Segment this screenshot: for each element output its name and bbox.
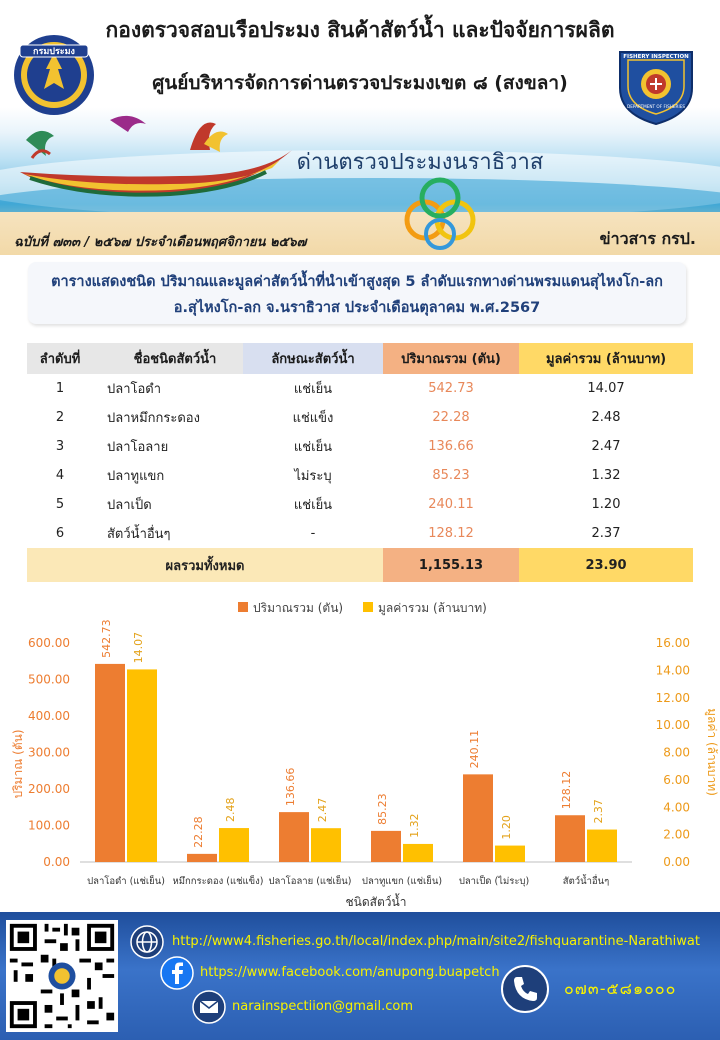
cell-value: 2.37: [591, 526, 621, 541]
cell-quantity: 240.11: [428, 497, 474, 512]
bar-quantity: [463, 774, 493, 862]
data-label-value: 1.32: [408, 813, 421, 838]
header-title-line3: ด่านตรวจประมงนราธิวาส: [296, 150, 544, 175]
y-tick-left: 100.00: [28, 818, 70, 833]
x-axis-label: ชนิดสัตว์น้ำ: [345, 895, 407, 909]
y-tick-right: 10.00: [655, 718, 690, 733]
bar-quantity: [279, 812, 309, 862]
bar-value: [403, 844, 433, 862]
y-tick-right: 14.00: [655, 663, 690, 678]
news-label: ข่าวสาร กรป.: [599, 229, 696, 248]
facebook-link[interactable]: https://www.facebook.com/anupong.buapetch: [200, 965, 500, 980]
cell-value: 1.20: [591, 497, 621, 512]
cell-value: 14.07: [587, 381, 625, 396]
legend-label-quantity: ปริมาณรวม (ตัน): [253, 601, 344, 615]
y-axis-right-label: มูลค่า (ล้านบาท): [705, 708, 719, 796]
y-tick-right: 16.00: [655, 636, 690, 650]
header-condition: ลักษณะสัตว์น้ำ: [243, 343, 383, 374]
table-title-box: [28, 262, 686, 324]
x-tick-label: สัตว์น้ำอื่นๆ: [562, 876, 610, 887]
table-total-row: [27, 548, 693, 582]
y-axis-left-label: ปริมาณ (ตัน): [11, 729, 25, 799]
contact-footer: [0, 912, 720, 1040]
y-tick-right: 0.00: [663, 855, 690, 869]
cell-species: ปลาโอดำ: [107, 382, 162, 397]
cell-quantity: 128.12: [428, 526, 474, 541]
table-row: [27, 403, 693, 432]
header-banner: [0, 0, 720, 255]
data-label-value: 2.47: [316, 797, 329, 823]
phone-number[interactable]: ๐๗๓-๕๘๑๐๐๐: [564, 979, 677, 998]
table-title-line2: อ.สุไหงโก-ลก จ.นราธิวาส ประจำเดือนตุลาคม พ.ศ.2567: [173, 300, 541, 316]
header-quantity: ปริมาณรวม (ตัน): [383, 343, 519, 374]
x-tick-label: หมึกกระดอง (แช่แข็ง): [172, 876, 264, 887]
logo-right-text-top: FISHERY INSPECTION: [623, 54, 689, 60]
bulletin-number: ฉบับที่ ๗๓๓ / ๒๕๖๗ ประจำเดือนพฤศจิกายน ๒๕๖๗: [14, 235, 307, 250]
cell-rank: 2: [55, 410, 65, 425]
cell-species: ปลาโอลาย: [107, 440, 169, 455]
table-row: [27, 461, 693, 490]
bar-quantity: [371, 831, 401, 862]
x-tick-label: ปลาโอดำ (แช่เย็น): [87, 876, 165, 887]
cell-species: ปลาหมึกกระดอง: [107, 411, 200, 426]
cell-condition: แช่แข็ง: [292, 411, 334, 426]
data-label-value: 1.20: [500, 815, 513, 840]
cell-rank: 5: [55, 497, 65, 512]
cell-condition: แช่เย็น: [293, 498, 333, 513]
knot-emblem: [395, 172, 485, 254]
y-tick-left: 0.00: [43, 855, 70, 869]
header-rank: ลำดับที่: [27, 343, 93, 374]
cell-condition: แช่เย็น: [293, 440, 333, 455]
email-icon: [192, 990, 226, 1024]
import-bar-chart: [0, 592, 720, 912]
table-header-row: [27, 343, 693, 374]
cell-rank: 3: [55, 439, 65, 454]
y-tick-right: 12.00: [655, 690, 690, 705]
cell-quantity: 136.66: [428, 439, 474, 454]
table-row: [27, 519, 693, 548]
total-value: 23.90: [519, 548, 693, 582]
x-tick-label: ปลาทูแขก (แช่เย็น): [361, 876, 443, 887]
legend-swatch-quantity: [238, 602, 248, 612]
bar-quantity: [187, 854, 217, 862]
cell-rank: 4: [55, 468, 65, 483]
facebook-icon: [160, 956, 194, 990]
bar-value: [219, 828, 249, 862]
y-tick-left: 500.00: [28, 672, 70, 687]
table-row: [27, 374, 693, 403]
table-row: [27, 432, 693, 461]
y-tick-left: 200.00: [28, 782, 70, 796]
cell-value: 2.47: [591, 439, 621, 454]
data-label-value: 2.48: [224, 797, 237, 823]
y-tick-right: 6.00: [663, 772, 690, 787]
y-tick-left: 300.00: [28, 745, 70, 760]
header-title-line2: ศูนย์บริหารจัดการด่านตรวจประมงเขต ๘ (สงขลา): [152, 72, 568, 94]
data-label-quantity: 22.28: [192, 816, 205, 848]
cell-quantity: 542.73: [428, 381, 474, 396]
qr-code[interactable]: [6, 920, 118, 1032]
table-row: [27, 490, 693, 519]
bar-value: [495, 846, 525, 862]
y-tick-right: 2.00: [663, 827, 690, 842]
y-tick-left: 600.00: [28, 636, 70, 650]
data-label-quantity: 240.11: [468, 729, 481, 769]
cell-value: 1.32: [591, 468, 621, 483]
x-tick-label: ปลาเป็ด (ไม่ระบุ): [458, 876, 530, 887]
logo-right-text-bottom: DEPARTMENT OF FISHERIES: [626, 104, 686, 109]
data-label-quantity: 85.23: [376, 793, 389, 825]
cell-quantity: 85.23: [432, 468, 470, 483]
cell-rank: 1: [55, 381, 65, 396]
header-title-line1: กองตรวจสอบเรือประมง สินค้าสัตว์น้ำ และปัจจัยการผลิต: [105, 18, 615, 42]
email-link[interactable]: narainspectiion@gmail.com: [232, 999, 414, 1014]
bar-value: [587, 830, 617, 862]
data-label-quantity: 542.73: [100, 619, 113, 658]
data-label-quantity: 136.66: [284, 767, 297, 807]
cell-species: ปลาเป็ด: [107, 498, 152, 513]
legend-label-value: มูลค่ารวม (ล้านบาท): [378, 601, 487, 615]
header-species: ชื่อชนิดสัตว์น้ำ: [93, 343, 243, 374]
total-label: ผลรวมทั้งหมด: [27, 548, 383, 582]
total-quantity: 1,155.13: [383, 548, 519, 582]
phone-icon: [500, 964, 550, 1014]
bar-quantity: [555, 815, 585, 862]
header-value: มูลค่ารวม (ล้านบาท): [519, 343, 693, 374]
cell-quantity: 22.28: [432, 410, 470, 425]
data-label-quantity: 128.12: [560, 770, 573, 810]
cell-condition: แช่เย็น: [293, 382, 333, 397]
bar-value: [127, 669, 157, 862]
x-tick-label: ปลาโอลาย (แช่เย็น): [268, 876, 352, 887]
cell-rank: 6: [55, 526, 65, 541]
y-tick-right: 4.00: [663, 800, 690, 815]
cell-value: 2.48: [591, 410, 621, 425]
globe-icon: [130, 925, 164, 959]
import-table: [27, 343, 693, 582]
data-label-value: 14.07: [132, 631, 145, 664]
cell-species: ปลาทูแขก: [107, 469, 165, 484]
legend-swatch-value: [363, 602, 373, 612]
y-tick-right: 8.00: [663, 745, 690, 760]
cell-condition: ไม่ระบุ: [294, 469, 332, 484]
data-label-value: 2.37: [592, 799, 605, 824]
cell-condition: -: [310, 526, 316, 541]
logo-left-text: กรมประมง: [33, 47, 75, 57]
website-link[interactable]: http://www4.fisheries.go.th/local/index.php/main/site2/fishquarantine-Narathiwat: [172, 934, 700, 949]
chart-marks: [28, 619, 690, 887]
cell-species: สัตว์น้ำอื่นๆ: [107, 527, 171, 542]
bar-value: [311, 828, 341, 862]
y-tick-left: 400.00: [28, 709, 70, 723]
table-title-line1: ตารางแสดงชนิด ปริมาณและมูลค่าสัตว์น้ำที่นำเข้าสูงสุด 5 ลำดับแรกทางด่านพรมแดนสุไหงโก-ลก: [51, 274, 663, 290]
bar-quantity: [95, 664, 125, 862]
